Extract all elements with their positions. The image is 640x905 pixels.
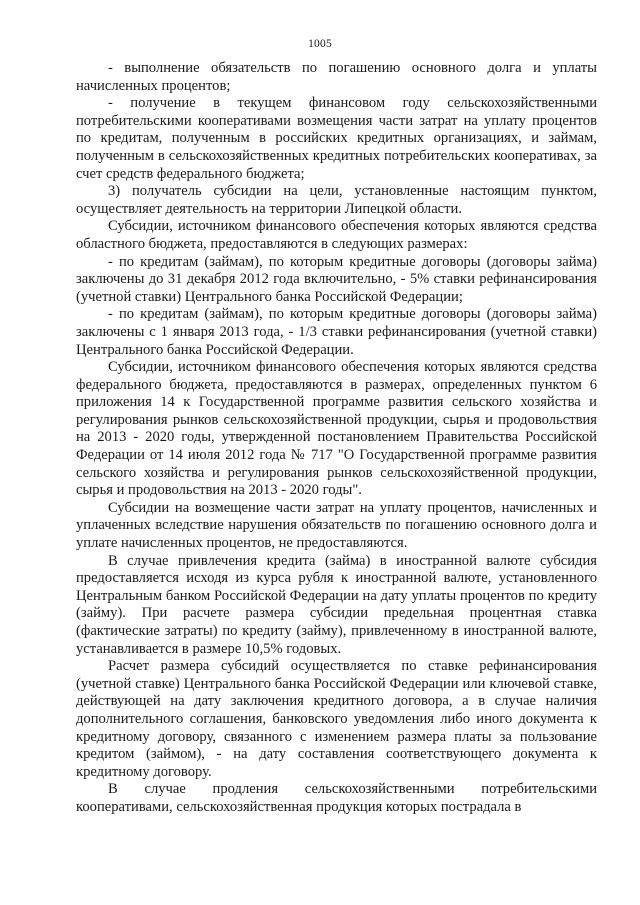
paragraph-lipetsk-activity: 3) получатель субсидии на цели, установленные настоящим пунктом, осуществляет деятельность на территории Липецкой области. bbox=[76, 183, 597, 217]
document-body bbox=[76, 60, 597, 817]
paragraph-loans-from-2013: - по кредитам (займам), по которым кредитные договоры (договоры займа) заключены с 1 января 2013 года, - 1/3 ставки рефинансирования (учетной ставки) Центрального банка Российской Федерации. bbox=[76, 306, 597, 358]
page-number: 1005 bbox=[308, 38, 332, 50]
paragraph-federal-compensation: - получение в текущем финансовом году сельскохозяйственными потребительскими кооперативами возмещения части затрат на уплату процентов по кредитам, полученным в российских кредитных организациях, и займам, полученным в сельскохозяйственных кредитных потребительских кооперативах, за счет средств федерального бюджета; bbox=[76, 95, 597, 182]
paragraph-extension-cooperatives: В случае продления сельскохозяйственными потребительскими кооперативами, сельскохозяйственная продукция которых пострадала в bbox=[76, 781, 597, 815]
paragraph-federal-budget-sizes: Субсидии, источником финансового обеспечения которых являются средства федерального бюджета, предоставляются в размерах, определенных пунктом 6 приложения 14 к Государственной программе развития сельского хозяйства и регулирования рынков сельскохозяйственной продукции, сырья и продовольствия на 2013 - 2020 годы, утвержденной постановлением Правительства Российской Федерации от 14 июля 2012 года № 717 "О Государственной программе развития сельского хозяйства и регулирования рынков сельскохозяйственной продукции, сырья и продовольствия на 2013 - 2020 годы". bbox=[76, 359, 597, 499]
paragraph-loans-before-2013: - по кредитам (займам), по которым кредитные договоры (договоры займа) заключены до 31 декабря 2012 года включительно, - 5% ставки рефинансирования (учетной ставки) Центрального банка Российской Федерации; bbox=[76, 253, 597, 305]
paragraph-calculation-rate: Расчет размера субсидий осуществляется по ставке рефинансирования (учетной ставке) Центрального банка Российской Федерации или ключевой ставке, действующей на дату заключения кредитного договора, а в случае наличия дополнительного соглашения, банковского уведомления либо иного документа к кредитному договору, связанного с изменением размера платы за пользование кредитом (займом), - на дату составления соответствующего документа к кредитному договору. bbox=[76, 658, 597, 780]
paragraph-obligations: - выполнение обязательств по погашению основного долга и уплаты начисленных процентов; bbox=[76, 60, 597, 94]
paragraph-regional-budget-sizes: Субсидии, источником финансового обеспечения которых являются средства областного бюджета, предоставляются в следующих размерах: bbox=[76, 218, 597, 252]
paragraph-foreign-currency: В случае привлечения кредита (займа) в иностранной валюте субсидия предоставляется исходя из курса рубля к иностранной валюте, установленного Центральным банком Российской Федерации на дату уплаты процентов по кредиту (займу). При расчете размера субсидии предельная процентная ставка (фактические затраты) по кредиту (займу), привлеченному в иностранной валюте, устанавливается в размере 10,5% годовых. bbox=[76, 552, 597, 657]
paragraph-no-subsidy-penalties: Субсидии на возмещение части затрат на уплату процентов, начисленных и уплаченных вследствие нарушения обязательств по погашению основного долга и уплате начисленных процентов, не предоставляются. bbox=[76, 499, 597, 552]
